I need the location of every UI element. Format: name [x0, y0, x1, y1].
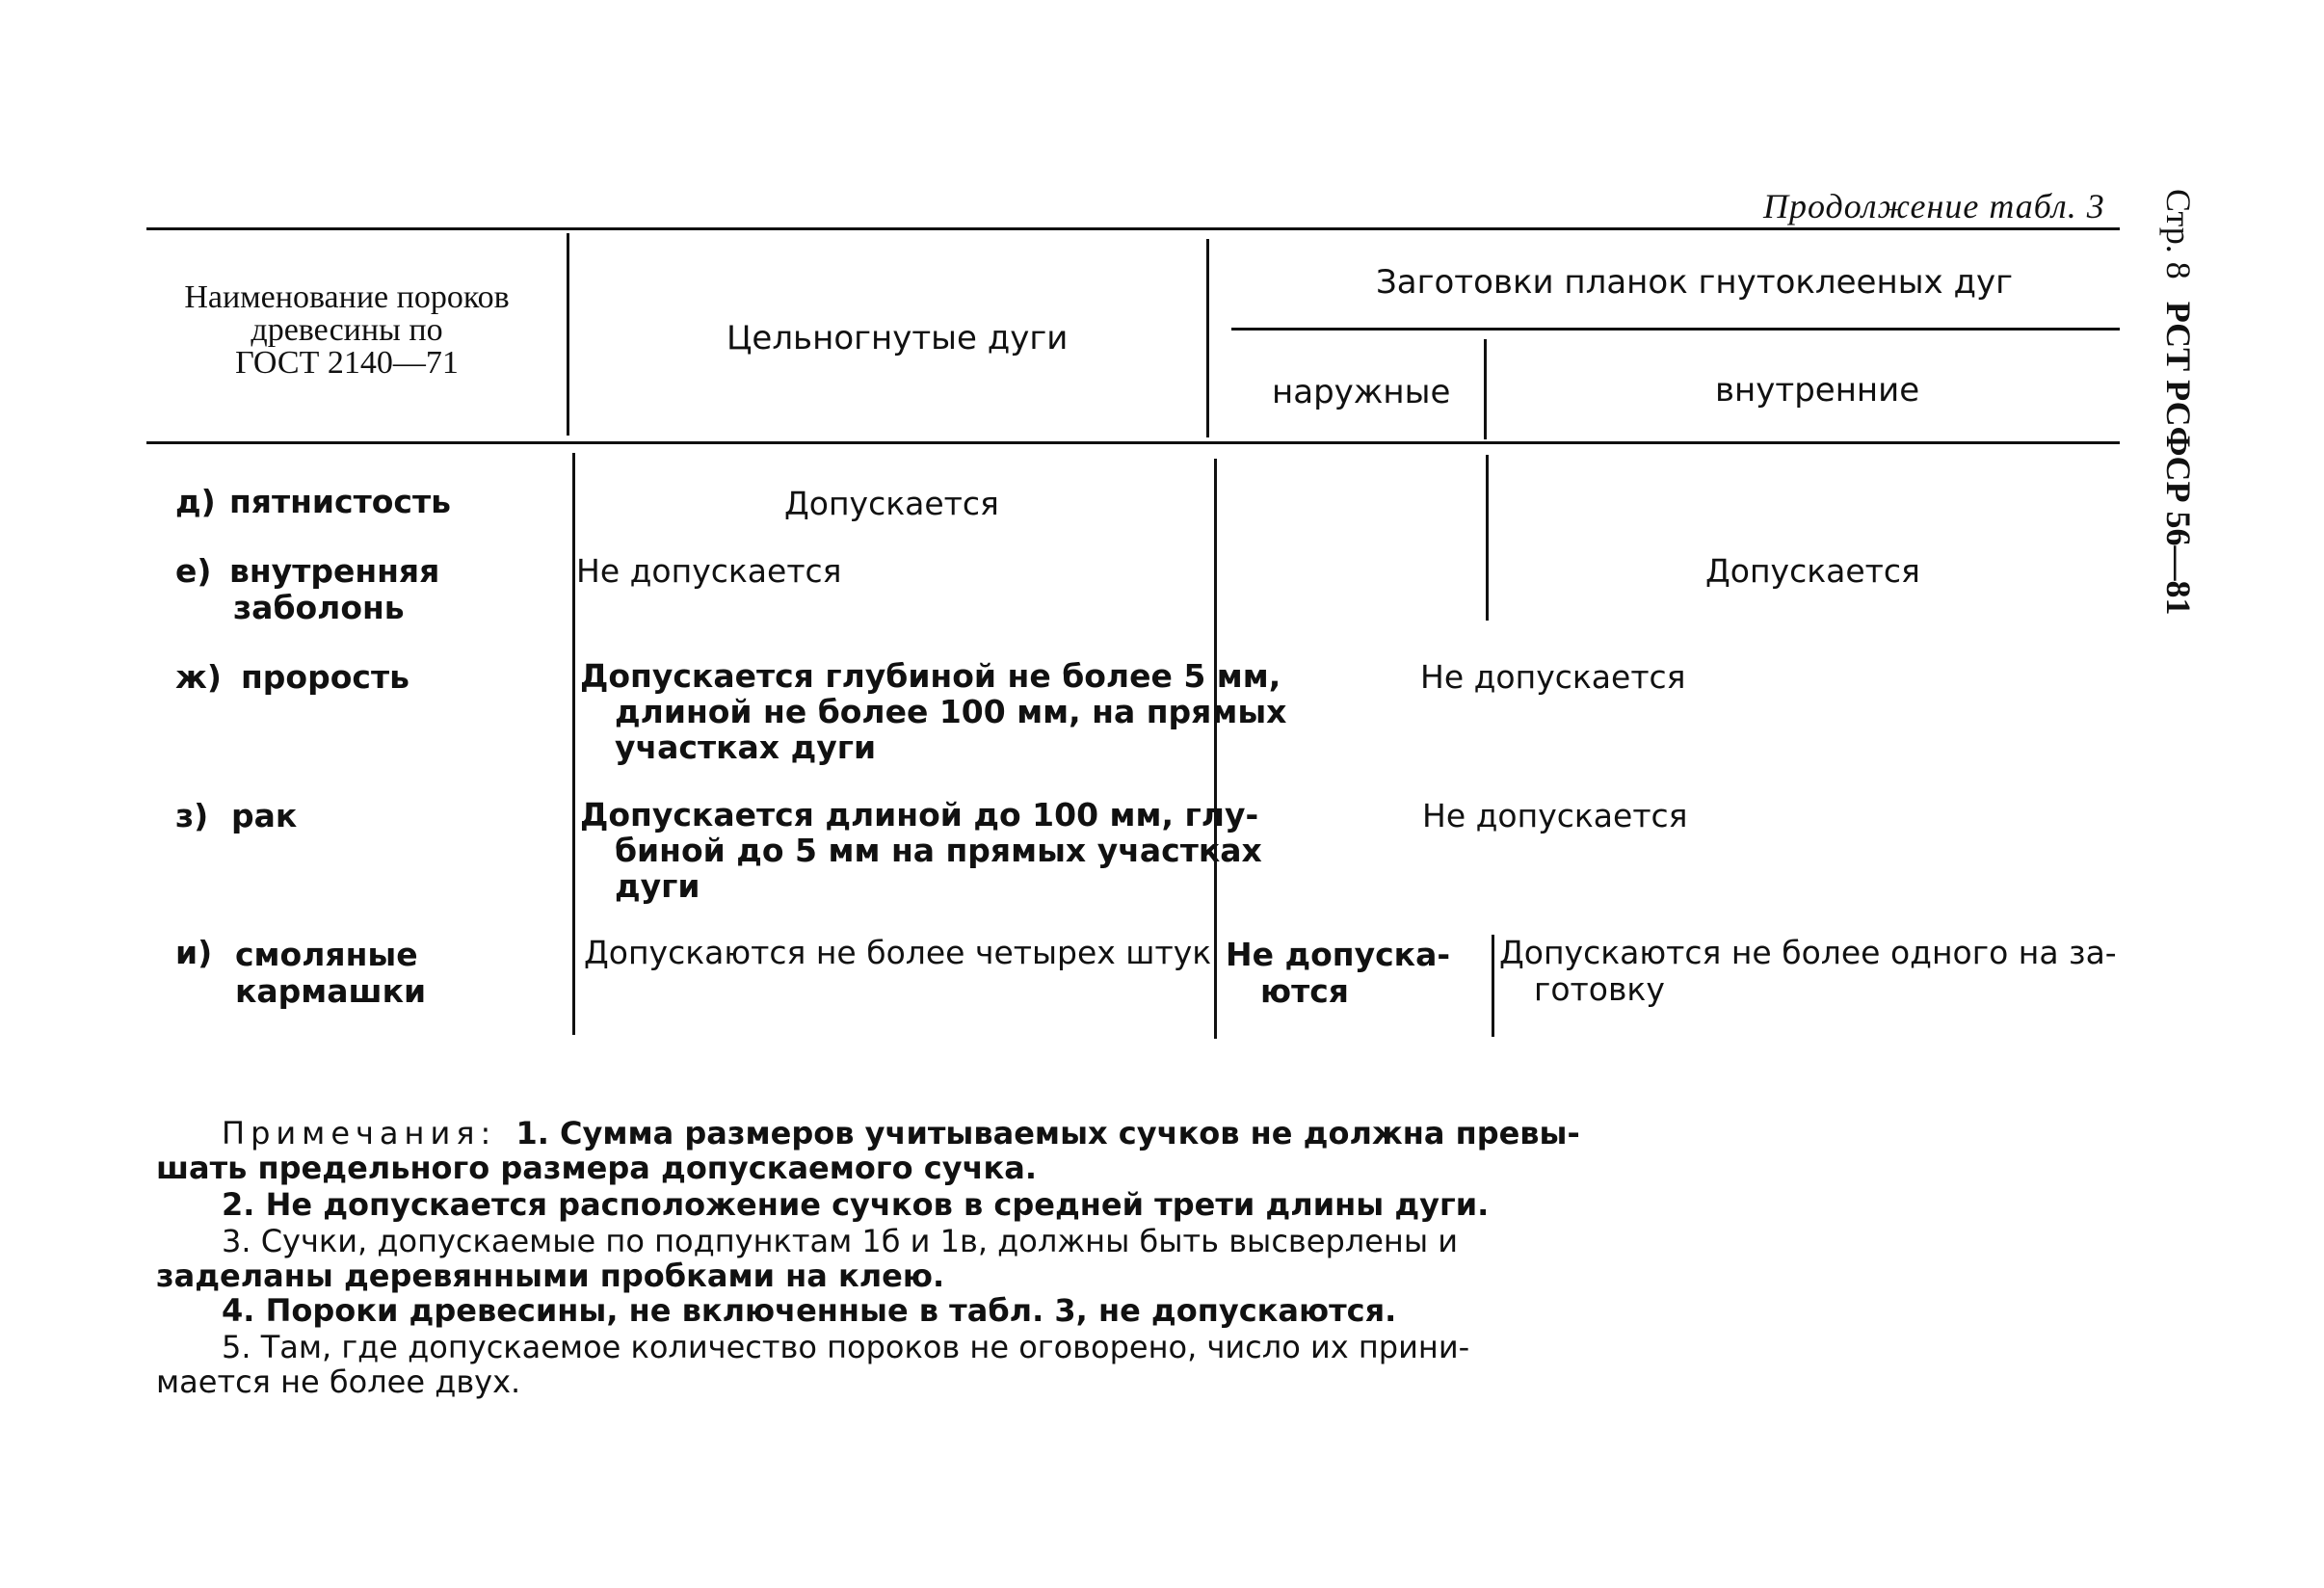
notes-line: заделаны деревянными пробками на клею.: [156, 1257, 945, 1294]
row-defect-name: внутренняя: [229, 552, 440, 590]
header-solid-bent: Цельногнутые дуги: [726, 319, 1069, 357]
row-letter: ж): [175, 658, 222, 696]
row-outer-line: ются: [1260, 971, 1349, 1010]
row-letter: е): [175, 552, 212, 590]
row-letter: д): [175, 483, 216, 520]
row-glued-value: Не допускается: [1422, 797, 1688, 834]
row-defect-name: пятнистость: [229, 483, 451, 520]
header-defect-name-line: древесины по: [251, 312, 443, 348]
header-inner: внутренние: [1715, 371, 1920, 410]
notes-line: 2. Не допускается расположение сучков в средней трети длины дуги.: [222, 1186, 1490, 1223]
table-top-rule: [146, 227, 2120, 230]
notes-line: мается не более двух.: [156, 1363, 521, 1400]
row-outer-line: Не допуска-: [1226, 936, 1451, 973]
header-outer: наружные: [1272, 373, 1451, 411]
notes-line-text: 1. Сумма размеров учитываемых сучков не должна превы-: [515, 1115, 1580, 1151]
notes-line: [222, 1115, 1580, 1151]
header-glued-blanks: Заготовки планок гнутоклееных дуг: [1376, 263, 2013, 302]
row-solid-bent-value: Допускаются не более четырех штук: [584, 934, 1212, 971]
row-defect-name-line: кармашки: [235, 971, 427, 1010]
page-label: Стр. 8: [2159, 189, 2198, 279]
body-divider-3a: [1486, 455, 1489, 621]
row-defect-name: прорость: [241, 658, 409, 696]
notes-line: 4. Пороки древесины, не включенные в табл. 3, не допускаются.: [222, 1292, 1397, 1329]
row-defect-name: рак: [231, 797, 298, 834]
row-solid-bent-value: [580, 659, 1286, 766]
row-solid-bent-line: участках дуги: [615, 728, 877, 766]
header-divider-1: [567, 233, 569, 436]
row-solid-bent-line: Допускается длиной до 100 мм, глу-: [580, 796, 1259, 834]
notes-label: Примечания:: [222, 1115, 497, 1151]
header-defect-name-line: ГОСТ 2140—71: [235, 345, 459, 381]
row-inner-line: Допускаются не более одного на за-: [1499, 934, 2117, 971]
row-letter: з): [175, 797, 209, 834]
body-divider-3b: [1492, 935, 1494, 1037]
row-solid-bent-value: Не допускается: [576, 552, 842, 590]
row-defect-name-line: смоляные: [235, 936, 418, 973]
row-solid-bent-line: Допускается глубиной не более 5 мм,: [580, 657, 1281, 695]
notes-line: 3. Сучки, допускаемые по подпунктам 1б и 1в, должны быть высверлены и: [222, 1223, 1459, 1259]
header-divider-2: [1206, 239, 1209, 437]
row-merged-value: Допускается: [784, 485, 999, 522]
side-caption: [2152, 189, 2210, 651]
row-solid-bent-line: длиной не более 100 мм, на прямых: [615, 692, 1287, 730]
standard-designation: РСТ РСФСР 56—81: [2159, 301, 2198, 616]
row-glued-value: Допускается: [1705, 552, 1920, 590]
body-divider-1: [572, 453, 575, 1035]
row-glued-value: Не допускается: [1420, 658, 1686, 696]
row-solid-bent-line: дуги: [615, 866, 700, 905]
row-outer-value: [1226, 937, 1450, 1010]
notes-line: 5. Там, где допускаемое количество пороков не оговорено, число их прини-: [222, 1329, 1470, 1365]
row-inner-line: готовку: [1534, 969, 1665, 1008]
row-solid-bent-line: биной до 5 мм на прямых участках: [615, 831, 1262, 869]
row-solid-bent-value: [580, 798, 1262, 905]
row-inner-value: [1499, 935, 2117, 1008]
notes-line: шать предельного размера допускаемого сучка.: [156, 1150, 1037, 1186]
row-letter: и): [175, 934, 213, 971]
header-bottom-rule: [146, 441, 2120, 444]
table-continuation-caption: Продолжение табл. 3: [1763, 187, 2105, 225]
row-defect-name: [235, 937, 426, 1010]
header-defect-name: [154, 281, 540, 380]
row-defect-name: заболонь: [233, 589, 405, 626]
glued-header-rule: [1231, 328, 2120, 331]
header-divider-3: [1484, 339, 1487, 439]
header-defect-name-line: Наименование пороков: [184, 279, 510, 315]
